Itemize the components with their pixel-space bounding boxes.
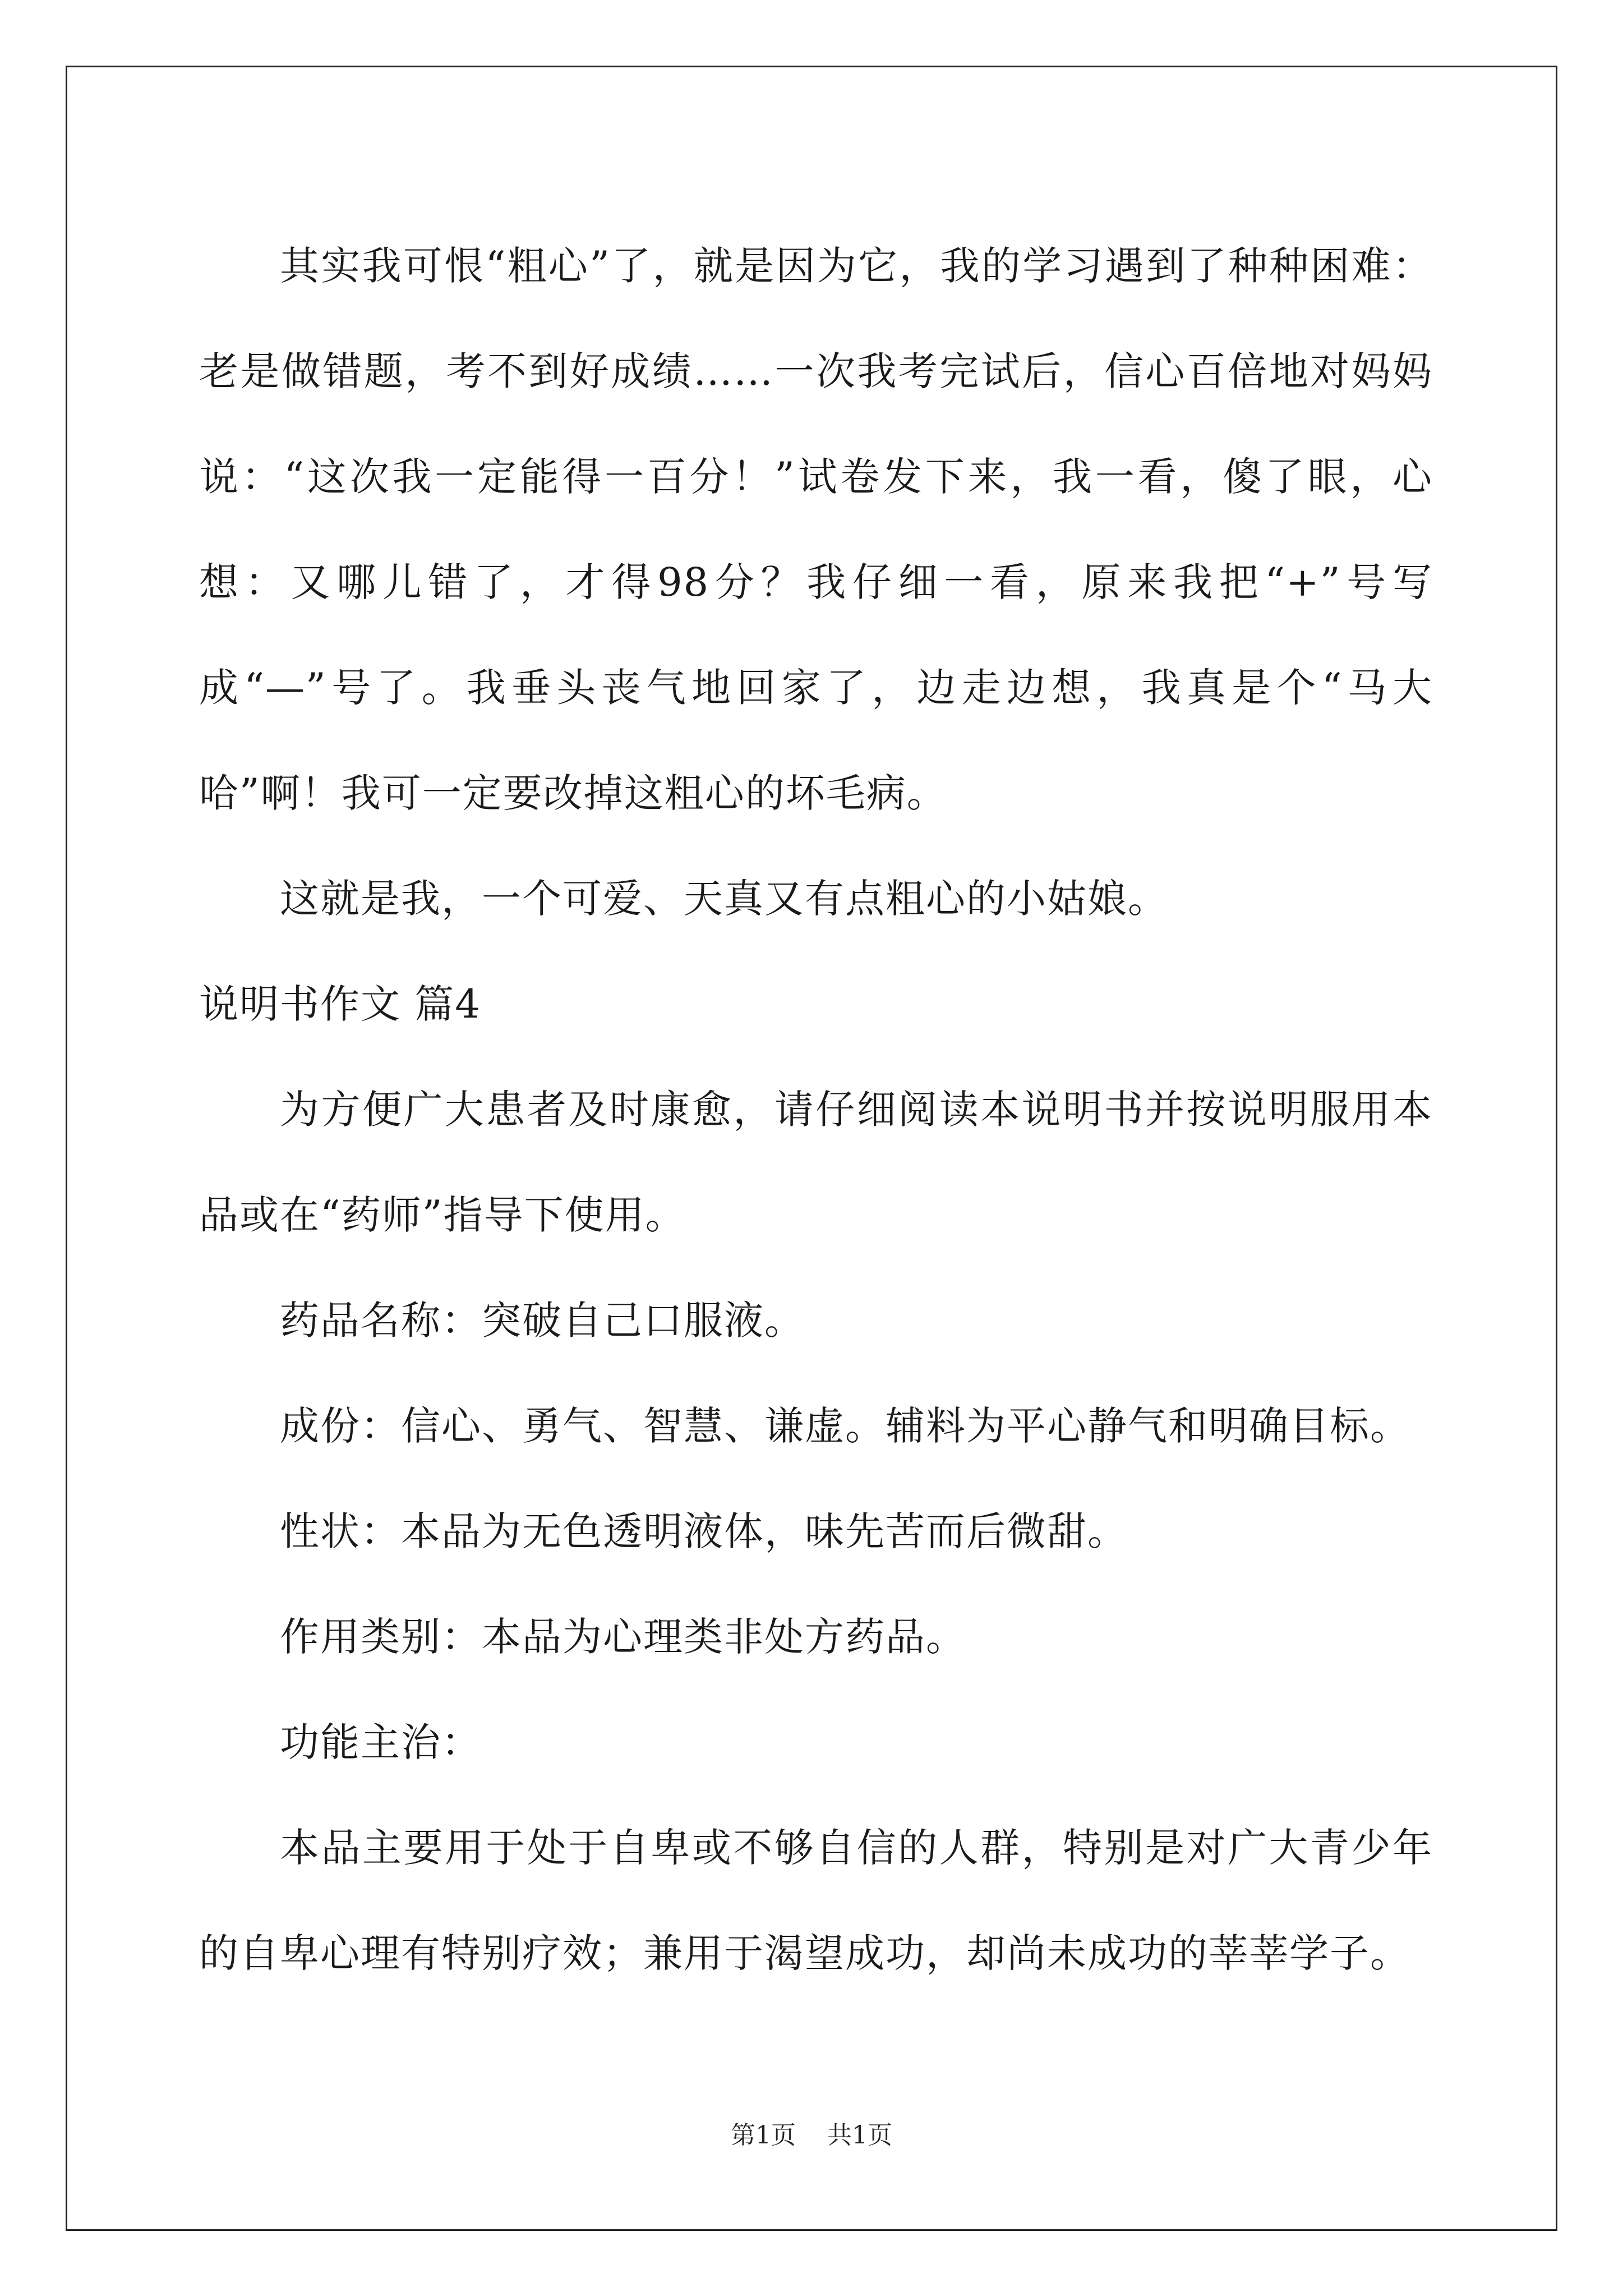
page-total: 共1页 bbox=[827, 2121, 892, 2150]
paragraph: 这就是我，一个可爱、天真又有点粗心的小姑娘。 bbox=[280, 876, 1168, 922]
paragraph: 其实我可恨“粗心”了，就是因为它，我的学习遇到了种种困难：老是做错题，考不到好成绩……一次我考完试后，信心百倍地对妈妈说：“这次我一定能得一百分！”试卷发下来，我一看，傻了眼，心想：又哪儿错了，才得98分？我仔细一看，原来我把“+”号写成“—”号了。我垂头丧气地回家了，边走边想，我真是个“马大哈”啊！我可一定要改掉这粗心的坏毛病。 bbox=[199, 243, 1433, 816]
section-heading: 说明书作文 篇4 bbox=[199, 981, 481, 1027]
paragraph: 本品主要用于处于自卑或不够自信的人群，特别是对广大青少年的自卑心理有特别疗效；兼用于渴望成功，却尚未成功的莘莘学子。 bbox=[199, 1825, 1433, 1976]
paragraph: 作用类别：本品为心理类非处方药品。 bbox=[280, 1614, 966, 1660]
paragraph: 为方便广大患者及时康愈，请仔细阅读本说明书并按说明服用本品或在“药师”指导下使用。 bbox=[199, 1087, 1433, 1238]
paragraph: 成份：信心、勇气、智慧、谦虚。辅料为平心静气和明确目标。 bbox=[280, 1403, 1410, 1449]
paragraph: 药品名称：突破自己口服液。 bbox=[280, 1297, 805, 1343]
paragraph: 功能主治： bbox=[280, 1719, 482, 1765]
document-body bbox=[199, 213, 1433, 2006]
page-footer bbox=[0, 2115, 1623, 2151]
page-number: 第1页 bbox=[731, 2121, 796, 2150]
paragraph: 性状：本品为无色透明液体，味先苦而后微甜。 bbox=[280, 1508, 1128, 1554]
